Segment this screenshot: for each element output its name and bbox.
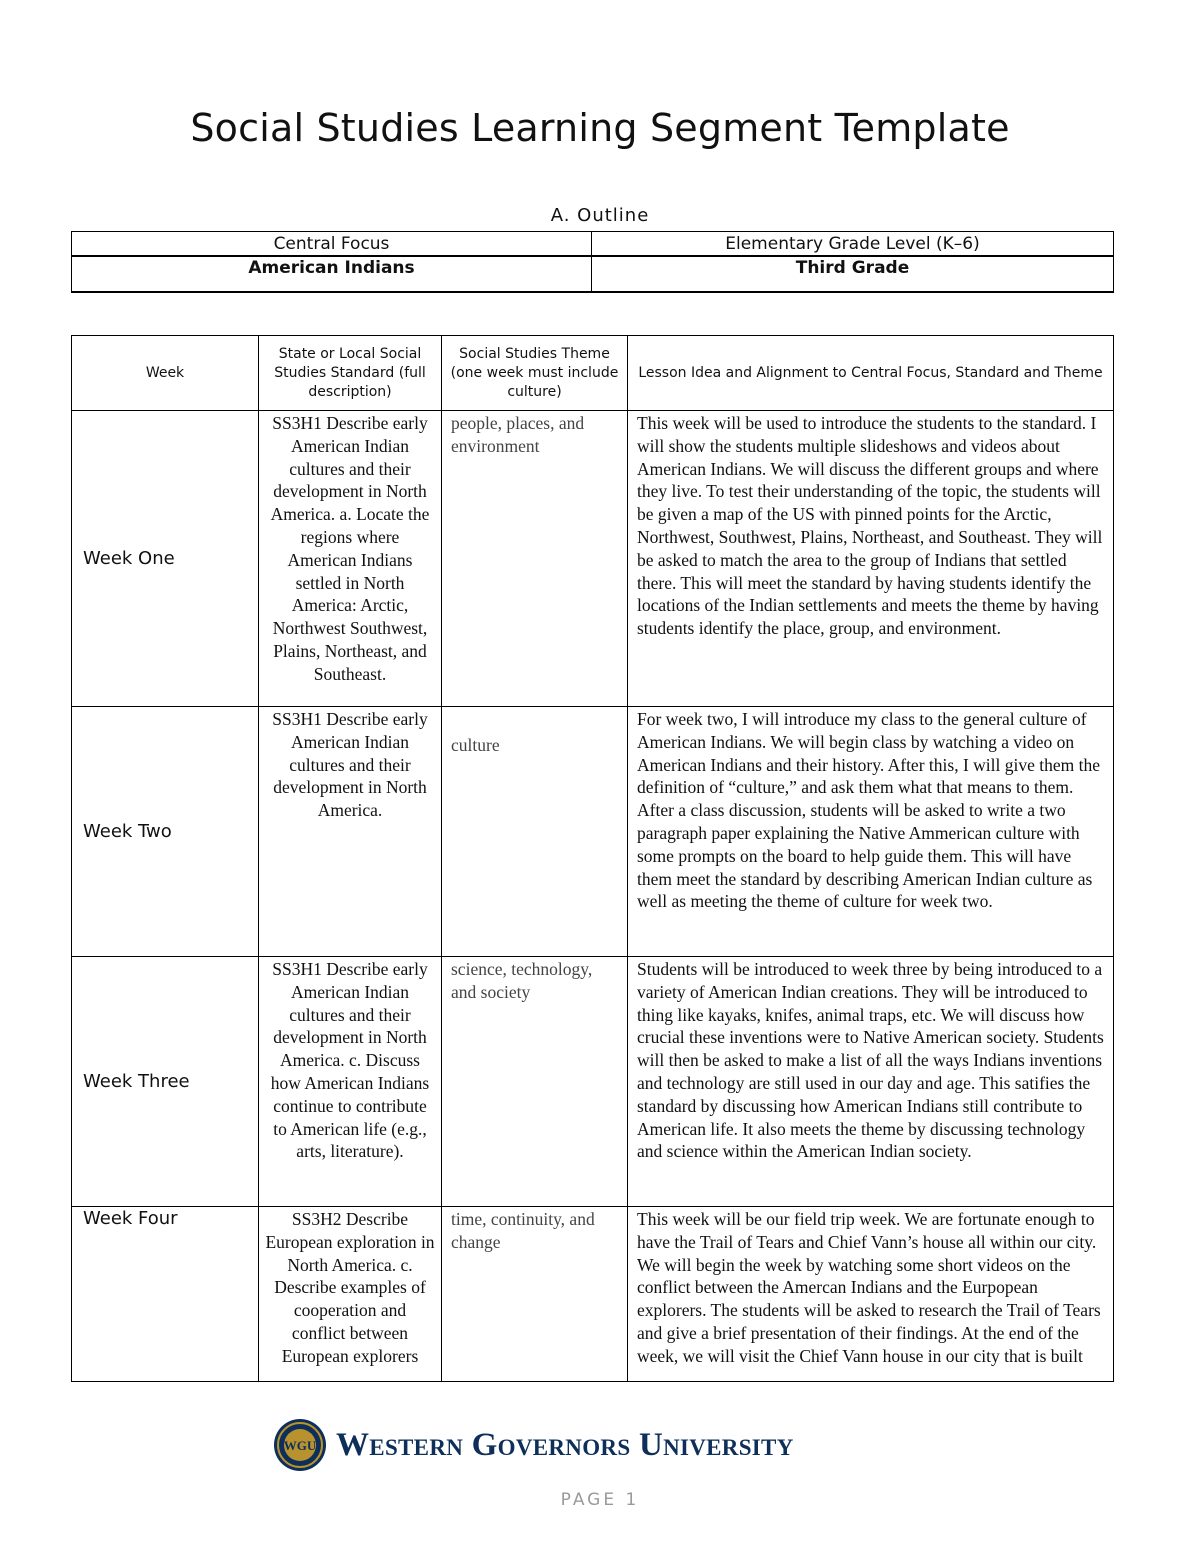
header-week: Week (72, 336, 259, 411)
week-label: Week Four (72, 1207, 259, 1382)
university-seal-icon (273, 1418, 327, 1472)
standard-cell: SS3H1 Describe early American Indian cultures and their development in North America. c. Discuss how American Indians continue to contribute to American life (e.g., arts, literature). (259, 957, 442, 1207)
page-number: PAGE 1 (560, 1490, 640, 1510)
standard-cell: SS3H2 Describe European exploration in North America. c. Describe examples of cooperation and conflict between European explorers (259, 1207, 442, 1382)
theme-cell: science, technology, and society (442, 957, 628, 1207)
theme-text: culture (451, 735, 500, 755)
logo-wordmark: Western Governors University (336, 1426, 794, 1463)
outline-table (71, 231, 1114, 293)
standard-cell: SS3H1 Describe early American Indian cultures and their development in North America. a. Locate the regions where American Indians settled in North America: Arctic, Northwest Southwest, Plains, Northeast, and Southeast. (259, 411, 442, 707)
week-label: Week Three (72, 957, 259, 1207)
theme-cell: time, continuity, and change (442, 1207, 628, 1382)
central-focus-label: Central Focus (72, 232, 592, 257)
grade-level-label: Elementary Grade Level (K–6) (592, 232, 1114, 257)
table-row (72, 1207, 1114, 1382)
week-label: Week One (72, 411, 259, 707)
table-row (72, 411, 1114, 707)
learning-segment-table (71, 335, 1114, 1382)
table-row (72, 957, 1114, 1207)
standard-cell: SS3H1 Describe early American Indian cultures and their development in North America. (259, 707, 442, 957)
section-heading: A. Outline (550, 205, 650, 226)
theme-cell: people, places, and environment (442, 411, 628, 707)
lesson-cell: Students will be introduced to week three by being introduced to a variety of American Indian creations. They will be introduced to thing like kayaks, knifes, animal traps, etc. We will discuss how crucial these inventions were to Native American society. Students will then be asked to make a list of all the ways Indians inventions and technology are still used in our day and age. This satifies the standard by discussing how American Indians still contribute to American life. It also meets the theme by discussing technology and science within the American Indian society. (628, 957, 1114, 1207)
seal-initials: WGU (283, 1438, 317, 1453)
theme-cell (442, 707, 628, 957)
lesson-cell: This week will be used to introduce the students to the standard. I will show the students multiple slideshows and videos about American Indians. We will discuss the different groups and where they live. To test their understanding of the topic, the students will be given a map of the US with pinned points for the Arctic, Northwest, Southwest, Plains, Northeast, and Southeast. They will be asked to match the area to the group of Indians that settled there. This will meet the standard by having students identify the locations of the Indian settlements and meets the theme by having students identify the place, group, and environment. (628, 411, 1114, 707)
header-standard: State or Local Social Studies Standard (full description) (259, 336, 442, 411)
wgu-logo (273, 1418, 794, 1472)
lesson-cell: For week two, I will introduce my class to the general culture of American Indians. We will begin class by watching a video on American Indians and their history. After this, I will give them the definition of “culture,” and ask them what that means to them. After a class discussion, students will be asked to write a two paragraph paper explaining the Native Ammerican culture with some prompts on the board to help guide them. This will have them meet the standard by describing American Indian culture as well as meeting the theme of culture for week two. (628, 707, 1114, 957)
header-theme: Social Studies Theme (one week must include culture) (442, 336, 628, 411)
table-row (72, 707, 1114, 957)
grade-level-value: Third Grade (592, 256, 1114, 292)
table-header-row (72, 336, 1114, 411)
header-lesson: Lesson Idea and Alignment to Central Focus, Standard and Theme (628, 336, 1114, 411)
lesson-cell: This week will be our field trip week. We are fortunate enough to have the Trail of Tears and Chief Vann’s house all within our city. We will begin the week by watching some short videos on the conflict between the Amercan Indians and the Eurpopean explorers. The students will be asked to research the Trail of Tears and give a brief presentation of their findings. At the end of the week, we will visit the Chief Vann house in our city that is built (628, 1207, 1114, 1382)
central-focus-value: American Indians (72, 256, 592, 292)
document-title: Social Studies Learning Segment Template (190, 106, 1010, 150)
week-label: Week Two (72, 707, 259, 957)
